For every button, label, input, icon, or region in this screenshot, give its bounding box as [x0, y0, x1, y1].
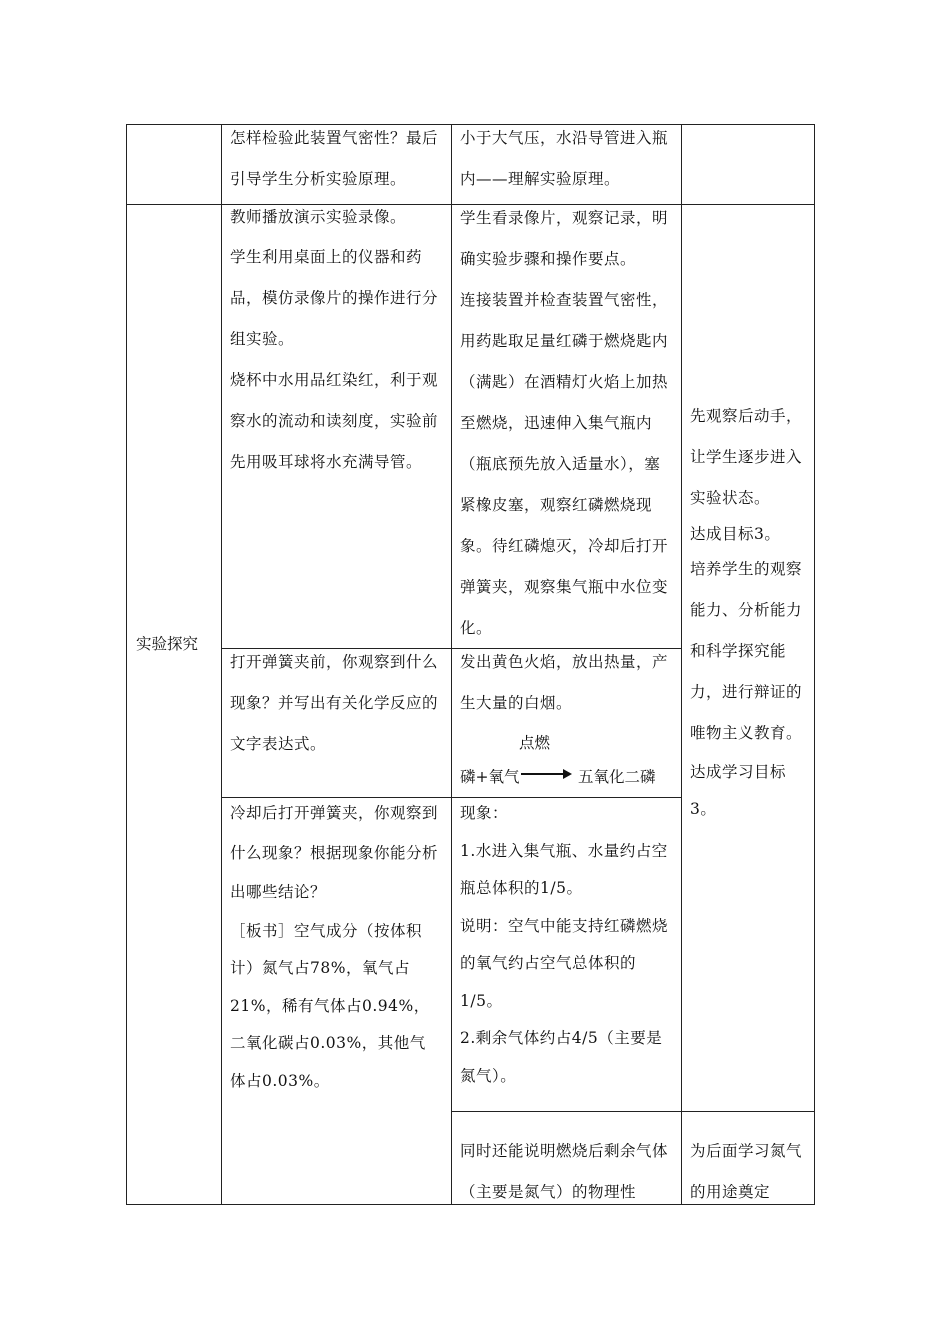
- teacher-text: 冷却后打开弹簧夹，你观察到什么现象？根据现象你能分析出哪些结论？: [230, 804, 439, 901]
- design-intent-cell: [690, 1131, 802, 1213]
- table-left-border: [126, 124, 127, 1205]
- student-activity-cell: [460, 198, 672, 649]
- teacher-activity-cell: [230, 198, 440, 483]
- student-text: 小于大气压，水沿导管进入瓶内——理解实验原理。: [460, 129, 669, 188]
- student-text: 发出黄色火焰，放出热量，产生大量的白烟。: [460, 653, 669, 712]
- section-label: 实验探究: [136, 635, 199, 653]
- intent-text: 达成学习目标3。: [690, 763, 787, 818]
- student-text: 2.剩余气体约占4/5（主要是氮气）。: [460, 1029, 663, 1085]
- student-text: 1.水进入集气瓶、水量约占空瓶总体积的1/5。: [460, 841, 668, 897]
- table-right-border: [814, 124, 815, 1205]
- student-text: 同时还能说明燃烧后剩余气体（主要是氮气）的物理性: [460, 1142, 669, 1201]
- column-divider: [451, 124, 452, 1205]
- teacher-text: 教师播放演示实验录像。: [230, 208, 407, 226]
- teacher-text: 打开弹簧夹前，你观察到什么现象？并写出有关化学反应的文字表达式。: [230, 653, 439, 753]
- teacher-activity-cell: [230, 794, 440, 1100]
- intent-text: 达成目标3。: [690, 525, 781, 543]
- teacher-text: ［板书］空气成分（按体积计）氮气占78%，氧气占21%，稀有气体占0.94%，二氧化碳占0.03%，其他气体占0.03%。: [230, 921, 430, 1090]
- student-activity-cell: [460, 642, 672, 724]
- reaction-reactants: 磷+氧气: [460, 768, 520, 786]
- student-text: 说明：空气中能支持红磷燃烧的氧气约占空气总体积的1/5。: [460, 916, 669, 1010]
- design-intent-cell: [690, 396, 802, 828]
- teacher-text: 烧杯中水用品红染红，利于观察水的流动和读刻度，实验前先用吸耳球将水充满导管。: [230, 370, 439, 471]
- teacher-activity-cell: [230, 642, 440, 765]
- column-divider: [221, 124, 222, 1205]
- student-activity-cell: [460, 795, 672, 1095]
- intent-text: 先观察后动手，让学生逐步进入实验状态。: [690, 407, 803, 507]
- student-text: 连接装置并检查装置气密性，用药匙取足量红磷于燃烧匙内（满匙）在酒精灯火焰上加热至燃烧，迅速伸入集气瓶内（瓶底预先放入适量水），塞紧橡皮塞，观察红磷燃烧现象。待红磷熄灭，冷却后打开弹簧夹，观察集气瓶中水位变化。: [460, 291, 669, 637]
- intent-text: 为后面学习氮气的用途奠定: [690, 1142, 803, 1201]
- row-divider: [451, 1111, 815, 1112]
- reaction-arrow-icon: [521, 768, 573, 780]
- intent-text: 培养学生的观察能力、分析能力和科学探究能力，进行辩证的唯物主义教育。: [690, 560, 803, 742]
- teacher-text: 学生利用桌面上的仪器和药品，模仿录像片的操作进行分组实验。: [230, 247, 439, 348]
- column-divider: [681, 124, 682, 1205]
- student-activity-cell: [460, 1131, 672, 1213]
- teacher-text: 怎样检验此装置气密性？最后引导学生分析实验原理。: [230, 129, 439, 188]
- reaction-condition: 点燃: [519, 734, 551, 752]
- student-text: 现象：: [460, 804, 509, 822]
- student-activity-cell: [460, 118, 672, 200]
- student-text: 学生看录像片，观察记录，明确实验步骤和操作要点。: [460, 209, 669, 268]
- reaction-product: 五氧化二磷: [578, 768, 656, 786]
- teacher-activity-cell: [230, 118, 442, 200]
